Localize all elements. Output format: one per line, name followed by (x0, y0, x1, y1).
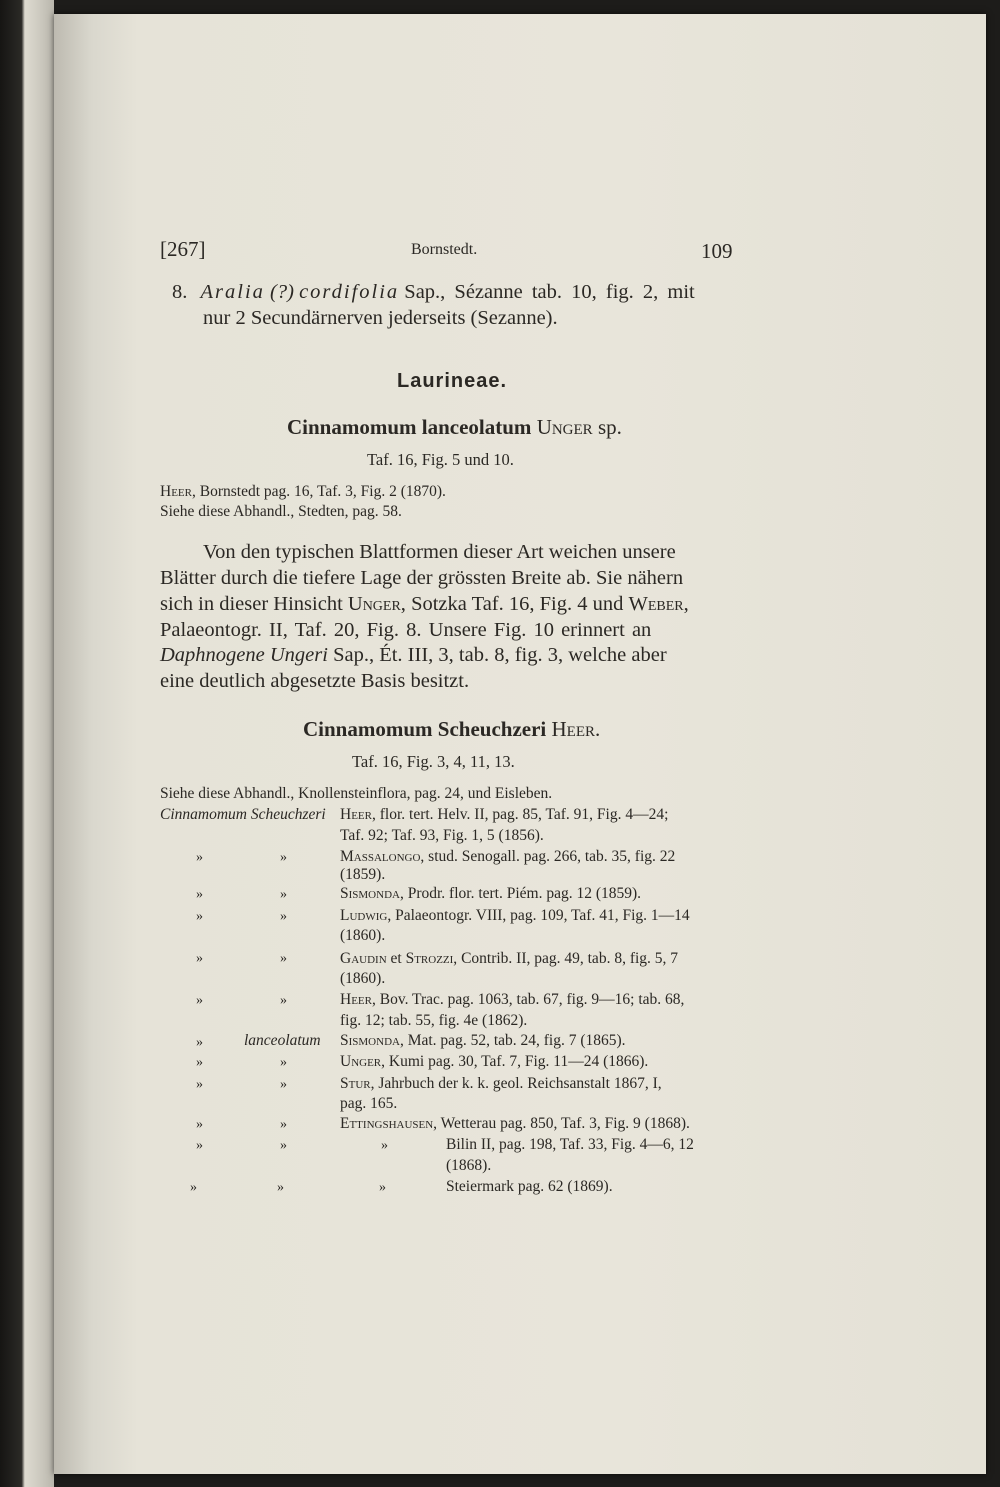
synonym-ref: Steiermark pag. 62 (1869). (446, 1178, 613, 1195)
ref-text: Jahrbuch der k. k. geol. Reichsanstalt 1867, I, (378, 1075, 662, 1092)
ref-author: Ettingshausen, (340, 1115, 438, 1132)
ref-text: Kumi pag. 30, Taf. 7, Fig. 11—24 (1866). (388, 1053, 649, 1070)
book-spine (0, 0, 54, 1487)
paragraph-line: eine deutlich abgesetzte Basis besitzt. (160, 670, 470, 692)
ditto-mark: » (190, 1180, 197, 1195)
genus-name: Aralia (200, 281, 265, 303)
ref-author: Sismonda, (340, 1032, 404, 1049)
ditto-mark: » (379, 1180, 386, 1195)
ref-author: Stur, (340, 1075, 375, 1092)
reference-text: Bornstedt pag. 16, Taf. 3, Fig. 2 (1870). (199, 483, 446, 500)
ditto-mark: » (196, 993, 203, 1008)
species-heading-scheuchzeri (303, 717, 600, 742)
synonym-ref (340, 991, 684, 1009)
header-page-number: 109 (701, 239, 733, 263)
synonym-ref (340, 848, 675, 866)
ref-author: Unger, (340, 1053, 386, 1070)
book-page (54, 14, 986, 1474)
synonym-genus: Cinnamomum Scheuchzeri (160, 806, 326, 823)
reference-author: Heer, (160, 483, 196, 500)
ref-author: Ludwig, (340, 907, 392, 924)
synonym-ref: Bilin II, pag. 198, Taf. 33, Fig. 4—6, 12 (446, 1136, 694, 1153)
species-title: Cinnamomum Scheuchzeri (303, 717, 547, 741)
reference-line: Siehe diese Abhandl., Knollensteinflora, pag. 24, und Eisleben. (160, 785, 553, 802)
item-8-line-1 (172, 279, 695, 305)
ditto-mark: » (280, 1117, 287, 1132)
species-suffix: sp. (597, 415, 622, 439)
species-heading-lanceolatum (287, 415, 622, 440)
ditto-mark: » (196, 1035, 203, 1050)
paragraph-line: Blätter durch die tiefere Lage der grössten Breite ab. Sie nähern (160, 567, 684, 589)
synonym-ref: (1860). (340, 927, 386, 944)
ref-text: et (390, 950, 402, 967)
author-name: Weber, (628, 593, 689, 615)
header-page-ref: [267] (160, 237, 206, 261)
ref-author: Strozzi, (405, 950, 458, 967)
synonym-ref (340, 885, 641, 903)
header-running-title: Bornstedt. (411, 241, 478, 258)
ditto-mark: » (381, 1138, 388, 1153)
reference-line: Siehe diese Abhandl., Stedten, pag. 58. (160, 503, 402, 520)
ditto-mark: » (196, 1117, 203, 1132)
species-title: Cinnamomum lanceolatum (287, 415, 532, 439)
ref-text: Contrib. II, pag. 49, tab. 8, fig. 5, 7 (461, 950, 679, 967)
synonym-ref: Taf. 92; Taf. 93, Fig. 1, 5 (1856). (340, 827, 544, 844)
ditto-mark: » (196, 1138, 203, 1153)
synonym-ref (340, 1032, 626, 1050)
synonym-ref: fig. 12; tab. 55, fig. 4e (1862). (340, 1012, 528, 1029)
ref-author: Massalongo, (340, 848, 425, 865)
ref-text: Bov. Trac. pag. 1063, tab. 67, fig. 9—16; tab. 68, (379, 991, 685, 1008)
item-8-rest: Sap., Sézanne tab. 10, fig. 2, mit (404, 281, 695, 303)
paragraph-line (160, 591, 689, 617)
synonym-ref (340, 950, 678, 968)
ditto-mark: » (196, 951, 203, 966)
ref-text: Mat. pag. 52, tab. 24, fig. 7 (1865). (407, 1032, 626, 1049)
ditto-mark: » (196, 909, 203, 924)
species-name: cordifolia (299, 281, 400, 303)
taxon-name: Daphnogene Ungeri (160, 644, 328, 666)
ref-author: Gaudin (340, 950, 387, 967)
synonym-ref (340, 806, 668, 824)
item-number: 8. (172, 281, 188, 303)
synonym-ref (340, 907, 690, 925)
paragraph-line (160, 642, 667, 668)
text-run: Sap., Ét. III, 3, tab. 8, fig. 3, welche aber (333, 644, 667, 666)
section-heading: Laurineae. (397, 370, 508, 392)
text-run: Sotzka Taf. 16, Fig. 4 und (411, 593, 624, 615)
synonym-epithet: lanceolatum (244, 1032, 321, 1049)
ditto-mark: » (196, 887, 203, 902)
ref-author: Sismonda, (340, 885, 404, 902)
ref-text: Prodr. flor. tert. Piém. pag. 12 (1859). (407, 885, 642, 902)
synonym-ref: (1860). (340, 970, 386, 987)
species-author: Unger (536, 415, 593, 439)
synonym-ref: pag. 165. (340, 1095, 398, 1112)
ditto-mark: » (280, 850, 287, 865)
author-name: Unger, (347, 593, 406, 615)
ditto-mark: » (196, 1077, 203, 1092)
synonym-ref (340, 1053, 648, 1071)
ditto-mark: » (280, 951, 287, 966)
ref-text: Wetterau pag. 850, Taf. 3, Fig. 9 (1868). (440, 1115, 690, 1132)
ditto-mark: » (280, 887, 287, 902)
ref-text: stud. Senogall. pag. 266, tab. 35, fig. 22 (428, 848, 676, 865)
ditto-mark: » (280, 909, 287, 924)
species-author: Heer. (551, 717, 601, 741)
reference-line (160, 483, 446, 501)
ref-author: Heer, (340, 806, 376, 823)
ref-text: Palaeontogr. VIII, pag. 109, Taf. 41, Fig. 1—14 (395, 907, 690, 924)
ref-author: Heer, (340, 991, 376, 1008)
ditto-mark: » (277, 1180, 284, 1195)
plate-reference: Taf. 16, Fig. 5 und 10. (367, 450, 514, 469)
ref-text: flor. tert. Helv. II, pag. 85, Taf. 91, Fig. 4—24; (379, 806, 669, 823)
paragraph-line: Von den typischen Blattformen dieser Art weichen unsere (203, 541, 676, 563)
query-mark: (?) (270, 281, 294, 303)
synonym-ref: (1868). (446, 1157, 492, 1174)
ditto-mark: » (280, 1138, 287, 1153)
item-8-line-2: nur 2 Secundärnerven jederseits (Sezanne). (203, 307, 558, 329)
plate-reference: Taf. 16, Fig. 3, 4, 11, 13. (352, 752, 515, 771)
paragraph-line: Palaeontogr. II, Taf. 20, Fig. 8. Unsere Fig. 10 erinnert an (160, 619, 652, 641)
ditto-mark: » (280, 993, 287, 1008)
ditto-mark: » (196, 1055, 203, 1070)
ditto-mark: » (280, 1077, 287, 1092)
synonym-ref: (1859). (340, 866, 386, 883)
synonym-ref (340, 1115, 690, 1133)
text-run: sich in dieser Hinsicht (160, 593, 343, 615)
ditto-mark: » (280, 1055, 287, 1070)
ditto-mark: » (196, 850, 203, 865)
synonym-ref (340, 1075, 662, 1093)
